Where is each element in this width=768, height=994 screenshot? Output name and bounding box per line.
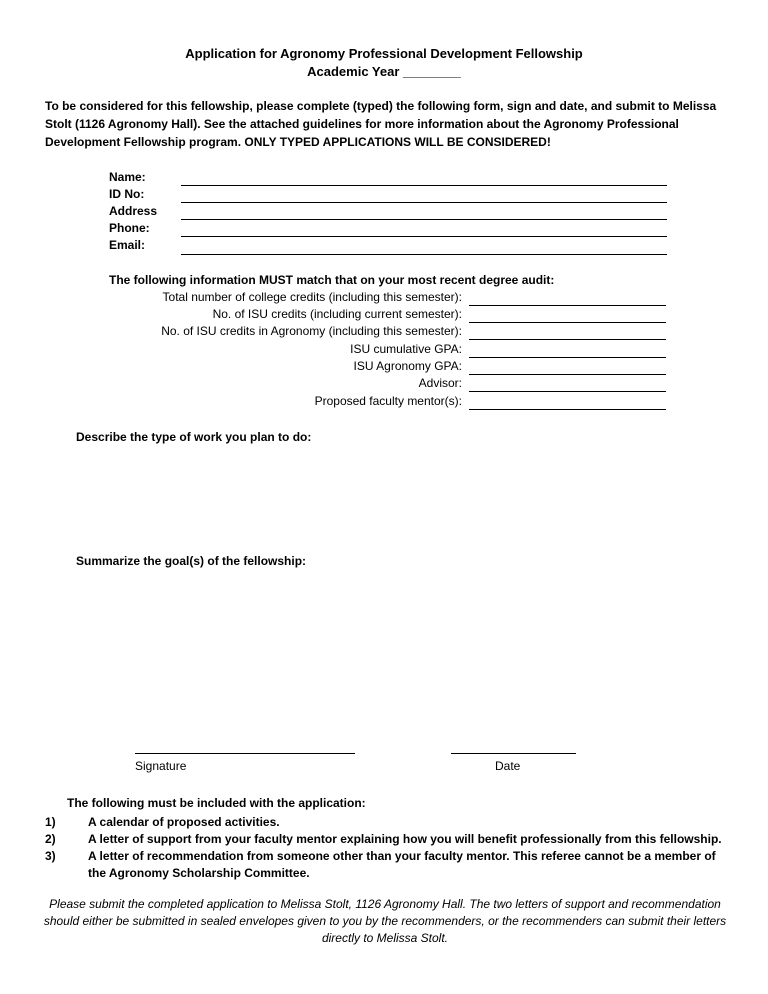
cumulative-gpa-field[interactable] — [469, 357, 666, 358]
faculty-mentor-label: Proposed faculty mentor(s): — [314, 394, 462, 408]
list-item-number: 2) — [45, 832, 56, 846]
signature-field[interactable] — [135, 753, 355, 754]
academic-year-line: Academic Year ________ — [307, 64, 461, 79]
list-item-text: A calendar of proposed activities. — [88, 815, 280, 829]
closing-note: Please submit the completed application to Melissa Stolt, 1126 Agronomy Hall. The two letters of support and recommendation should either be submitted in sealed envelopes given to you by the recommenders, or the recommenders can submit their letters directly to Melissa Stolt. — [43, 897, 727, 945]
list-item-number: 3) — [45, 849, 56, 863]
agronomy-credits-field[interactable] — [469, 339, 666, 340]
requirements-list — [45, 814, 735, 882]
name-label: Name: — [109, 170, 146, 184]
total-credits-field[interactable] — [469, 305, 666, 306]
list-item — [45, 814, 735, 831]
goals-prompt: Summarize the goal(s) of the fellowship: — [76, 554, 307, 568]
agronomy-gpa-label: ISU Agronomy GPA: — [353, 359, 462, 373]
advisor-field[interactable] — [469, 391, 666, 392]
list-item — [45, 848, 735, 882]
isu-credits-field[interactable] — [469, 322, 666, 323]
list-item-text: A letter of support from your faculty mentor explaining how you will benefit professionally from this fellowship. — [88, 832, 722, 846]
intro-paragraph: To be considered for this fellowship, please complete (typed) the following form, sign and date, and submit to Melissa Stolt (1126 Agronomy Hall). See the attached guidelines for more information about the Agronomy Professional Development Fellowship program. ONLY TYPED APPLICATIONS WILL BE CONSIDERED! — [45, 99, 717, 149]
faculty-mentor-field[interactable] — [469, 409, 666, 410]
agronomy-gpa-field[interactable] — [469, 374, 666, 375]
requirements-heading: The following must be included with the application: — [67, 796, 366, 810]
name-field[interactable] — [181, 185, 667, 186]
agronomy-credits-label: No. of ISU credits in Agronomy (including this semester): — [161, 324, 462, 338]
advisor-label: Advisor: — [418, 376, 462, 390]
date-field[interactable] — [451, 753, 576, 754]
audit-heading: The following information MUST match that on your most recent degree audit: — [109, 273, 555, 287]
form-title: Application for Agronomy Professional Development Fellowship — [185, 46, 583, 61]
signature-label: Signature — [135, 759, 187, 773]
list-item-number: 1) — [45, 815, 56, 829]
phone-label: Phone: — [109, 221, 150, 235]
id-field[interactable] — [181, 202, 667, 203]
email-label: Email: — [109, 238, 146, 252]
phone-field[interactable] — [181, 236, 667, 237]
work-prompt: Describe the type of work you plan to do: — [76, 430, 312, 444]
list-item-text: A letter of recommendation from someone other than your faculty mentor. This referee cannot be a member of the Agronomy Scholarship Committee. — [88, 849, 716, 880]
list-item — [45, 831, 735, 848]
address-label: Address — [109, 204, 158, 218]
cumulative-gpa-label: ISU cumulative GPA: — [350, 342, 462, 356]
email-field[interactable] — [181, 254, 667, 255]
total-credits-label: Total number of college credits (including this semester): — [162, 290, 462, 304]
address-field[interactable] — [181, 219, 667, 220]
date-label: Date — [495, 759, 521, 773]
isu-credits-label: No. of ISU credits (including current semester): — [212, 307, 462, 321]
id-label: ID No: — [109, 187, 145, 201]
